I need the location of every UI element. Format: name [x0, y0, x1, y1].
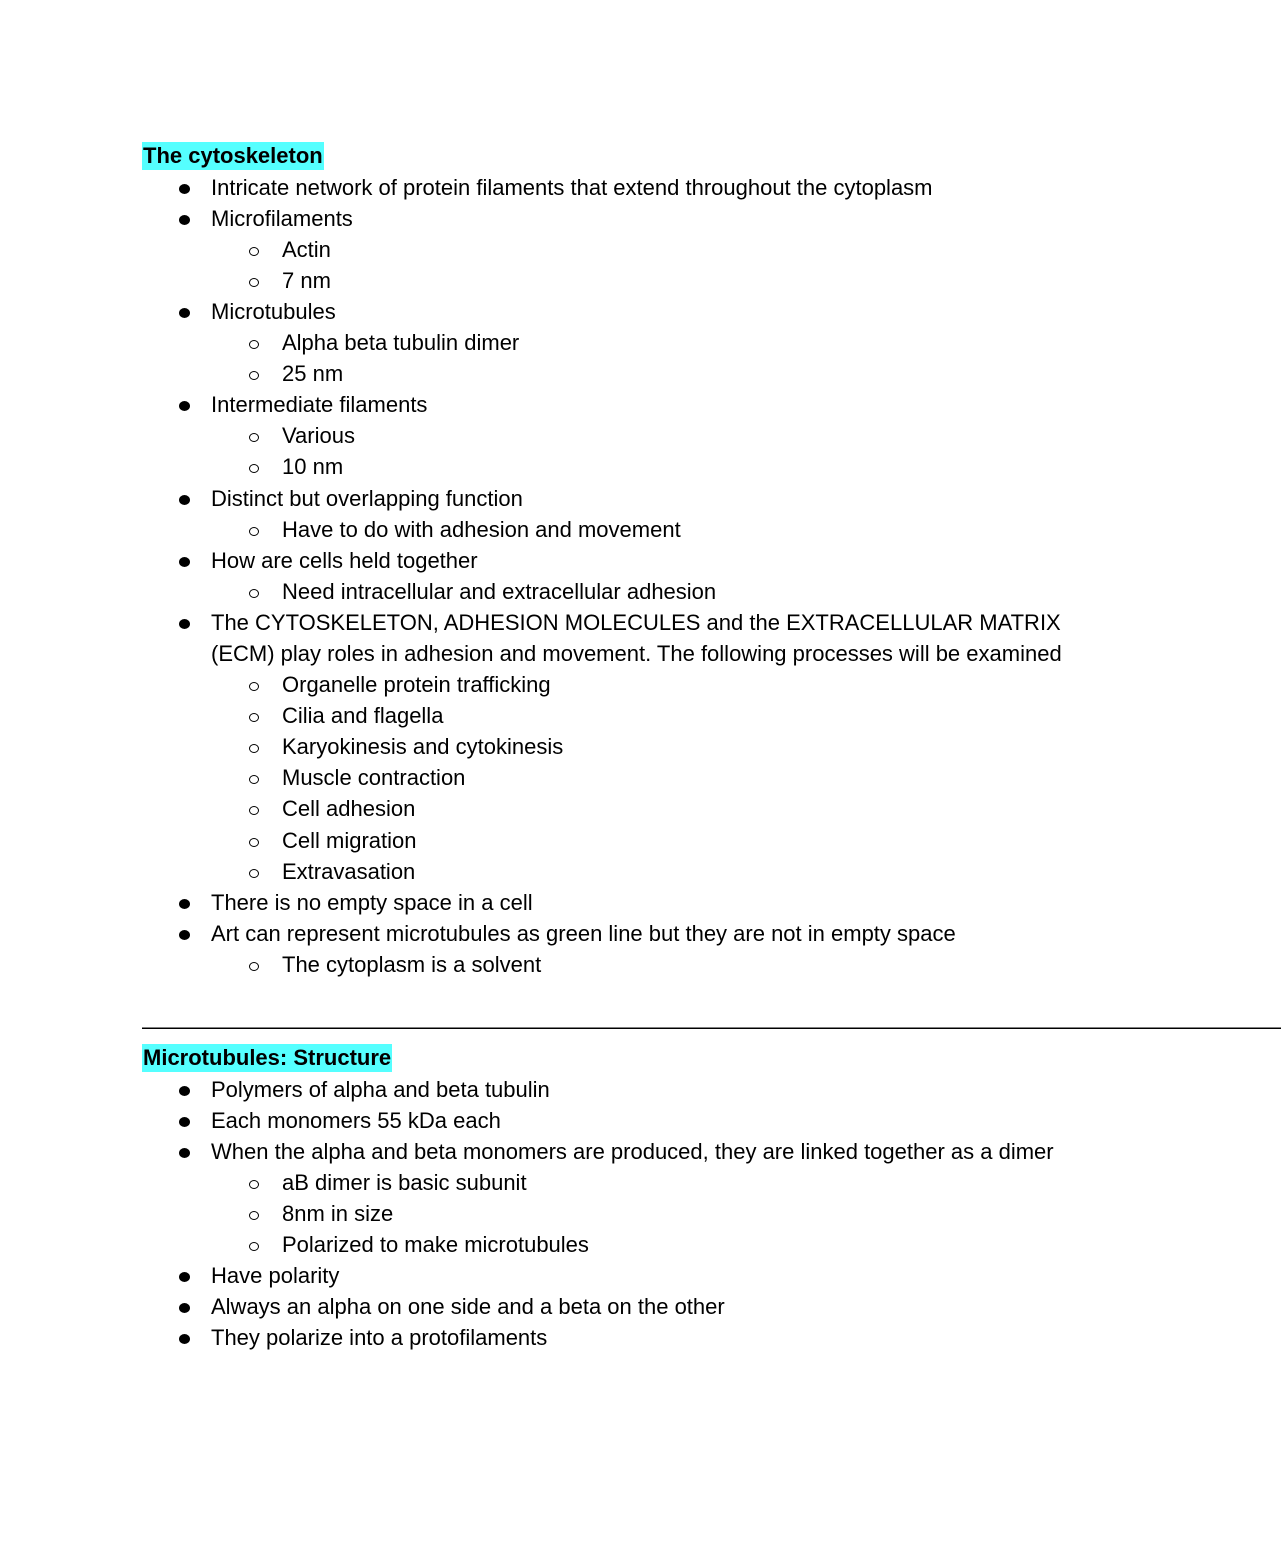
- section-heading: Microtubules: Structure: [143, 1045, 392, 1071]
- sub-list-item-text: 25 nm: [282, 361, 344, 387]
- hollow-bullet-icon: [249, 278, 259, 287]
- sub-list-container: [142, 514, 1102, 545]
- sub-list-container: [142, 234, 1102, 296]
- sub-list-item: [211, 1198, 1102, 1229]
- hollow-bullet-icon: [249, 713, 259, 722]
- sub-list-item-text: Cell migration: [282, 827, 417, 853]
- list-item: [142, 918, 1102, 949]
- hollow-bullet-icon: [249, 433, 259, 442]
- hollow-bullet-icon: [249, 775, 259, 784]
- list-item: [142, 172, 1102, 203]
- filled-bullet-icon: [179, 215, 190, 225]
- sub-list-item-text: Extravasation: [282, 858, 416, 884]
- filled-bullet-icon: [179, 1117, 190, 1127]
- sub-bullet-list: [211, 234, 1102, 296]
- sub-list-container: [142, 327, 1102, 389]
- filled-bullet-icon: [179, 1148, 190, 1158]
- list-item-text: They polarize into a protofilaments: [211, 1325, 548, 1351]
- sub-list-item-text: The cytoplasm is a solvent: [282, 951, 542, 977]
- sub-list-item: [211, 669, 1102, 700]
- sub-list-item: [211, 420, 1102, 451]
- filled-bullet-icon: [179, 1086, 190, 1096]
- sub-list-item-text: 7 nm: [282, 267, 331, 293]
- sub-list-item: [211, 1167, 1102, 1198]
- sub-bullet-list: [211, 949, 1102, 980]
- sub-list-item: [211, 949, 1102, 980]
- list-item-text: There is no empty space in a cell: [211, 889, 533, 915]
- filled-bullet-icon: [179, 899, 190, 909]
- sub-bullet-list: [211, 420, 1102, 482]
- filled-bullet-icon: [179, 401, 190, 411]
- sub-list-item-text: 8nm in size: [282, 1201, 394, 1226]
- list-item-text: When the alpha and beta monomers are produced, they are linked together as a dimer: [211, 1138, 1054, 1164]
- list-item: [142, 1105, 1102, 1136]
- blank-line: [142, 980, 1102, 1011]
- section-cytoskeleton: [142, 140, 1102, 980]
- sub-list-item-text: Cell adhesion: [282, 796, 416, 822]
- sub-bullet-list: [211, 327, 1102, 389]
- filled-bullet-icon: [179, 184, 190, 194]
- sub-list-container: [142, 1167, 1102, 1260]
- list-item: [142, 1322, 1102, 1353]
- sub-list-item: [211, 825, 1102, 856]
- sub-list-item-text: Have to do with adhesion and movement: [282, 516, 681, 542]
- list-item: [142, 296, 1102, 327]
- hollow-bullet-icon: [249, 806, 259, 815]
- sub-bullet-list: [211, 1167, 1102, 1260]
- hollow-bullet-icon: [249, 869, 259, 878]
- filled-bullet-icon: [179, 495, 190, 505]
- filled-bullet-icon: [179, 1272, 190, 1282]
- sub-list-item-text: Karyokinesis and cytokinesis: [282, 734, 564, 760]
- sub-list-item-text: Organelle protein trafficking: [282, 672, 551, 698]
- sub-list-item-text: Polarized to make microtubules: [282, 1232, 589, 1258]
- list-item-text: Microtubules: [211, 298, 336, 324]
- sub-list-item-text: Need intracellular and extracellular adhesion: [282, 578, 717, 604]
- sub-bullet-list: [211, 576, 1102, 607]
- section-heading: The cytoskeleton: [143, 143, 323, 168]
- sub-list-container: [142, 420, 1102, 482]
- filled-bullet-icon: [179, 308, 190, 318]
- list-item: [142, 607, 1102, 669]
- sub-list-item: [211, 358, 1102, 389]
- hollow-bullet-icon: [249, 1180, 259, 1189]
- list-item: [142, 203, 1102, 234]
- filled-bullet-icon: [179, 619, 190, 629]
- sub-list-item-text: Cilia and flagella: [282, 703, 444, 729]
- hollow-bullet-icon: [249, 838, 259, 847]
- filled-bullet-icon: [179, 930, 190, 940]
- sub-list-item-text: aB dimer is basic subunit: [282, 1169, 527, 1195]
- hollow-bullet-icon: [249, 589, 259, 598]
- sub-list-item: [211, 327, 1102, 358]
- sub-list-item: [211, 265, 1102, 296]
- sub-list-container: [142, 669, 1102, 887]
- bullet-list: [142, 1074, 1102, 1354]
- list-item: [142, 887, 1102, 918]
- list-item-text: Polymers of alpha and beta tubulin: [211, 1076, 550, 1102]
- sub-list-item: [211, 1229, 1102, 1260]
- sub-list-item-text: Alpha beta tubulin dimer: [282, 330, 520, 356]
- list-item: [142, 1074, 1102, 1105]
- sub-bullet-list: [211, 669, 1102, 887]
- filled-bullet-icon: [179, 1334, 190, 1344]
- list-item: [142, 1291, 1102, 1322]
- hollow-bullet-icon: [249, 247, 259, 256]
- list-item-text: Art can represent microtubules as green line but they are not in empty space: [211, 920, 956, 946]
- list-item: [142, 1260, 1102, 1291]
- bullet-list: [142, 172, 1102, 980]
- sub-list-item-text: Actin: [282, 236, 331, 262]
- sub-list-item: [211, 731, 1102, 762]
- list-item-text: Intermediate filaments: [211, 392, 428, 418]
- sub-list-item: [211, 700, 1102, 731]
- sub-list-item: [211, 234, 1102, 265]
- list-item: [142, 389, 1102, 420]
- sub-list-item: [211, 856, 1102, 887]
- sub-list-container: [142, 949, 1102, 980]
- sub-list-item: [211, 762, 1102, 793]
- list-item-text: Always an alpha on one side and a beta on the other: [211, 1294, 725, 1320]
- list-item: [142, 1136, 1102, 1167]
- sub-list-item-text: Various: [282, 423, 355, 449]
- sub-list-item: [211, 793, 1102, 824]
- list-item-text: Have polarity: [211, 1263, 340, 1289]
- sub-bullet-list: [211, 514, 1102, 545]
- hollow-bullet-icon: [249, 371, 259, 380]
- document-body: [142, 140, 1281, 1353]
- filled-bullet-icon: [179, 1303, 190, 1313]
- hollow-bullet-icon: [249, 962, 259, 971]
- hollow-bullet-icon: [249, 527, 259, 536]
- hollow-bullet-icon: [249, 1211, 259, 1220]
- sub-list-container: [142, 576, 1102, 607]
- sub-list-item-text: Muscle contraction: [282, 765, 466, 791]
- sub-list-item-text: 10 nm: [282, 454, 344, 480]
- hollow-bullet-icon: [249, 1242, 259, 1251]
- list-item-text: How are cells held together: [211, 547, 478, 573]
- sub-list-item: [211, 514, 1102, 545]
- list-item: [142, 545, 1102, 576]
- list-item-text: The CYTOSKELETON, ADHESION MOLECULES and the EXTRACELLULAR MATRIX (ECM) play roles in adhesion and movement. The following processes will be examined: [211, 609, 1062, 666]
- list-item-text: Microfilaments: [211, 205, 353, 231]
- filled-bullet-icon: [179, 557, 190, 567]
- hollow-bullet-icon: [249, 682, 259, 691]
- hollow-bullet-icon: [249, 744, 259, 753]
- sub-list-item: [211, 576, 1102, 607]
- list-item-text: Each monomers 55 kDa each: [211, 1107, 501, 1133]
- list-item: [142, 483, 1102, 514]
- list-item-text: Intricate network of protein filaments that extend throughout the cytoplasm: [211, 174, 933, 200]
- hollow-bullet-icon: [249, 340, 259, 349]
- list-item-text: Distinct but overlapping function: [211, 485, 523, 511]
- section-microtubules-structure: [142, 1042, 1102, 1353]
- sub-list-item: [211, 451, 1102, 482]
- divider-line: ——————————————————————————————————————————————————————: [142, 1014, 1281, 1040]
- hollow-bullet-icon: [249, 464, 259, 473]
